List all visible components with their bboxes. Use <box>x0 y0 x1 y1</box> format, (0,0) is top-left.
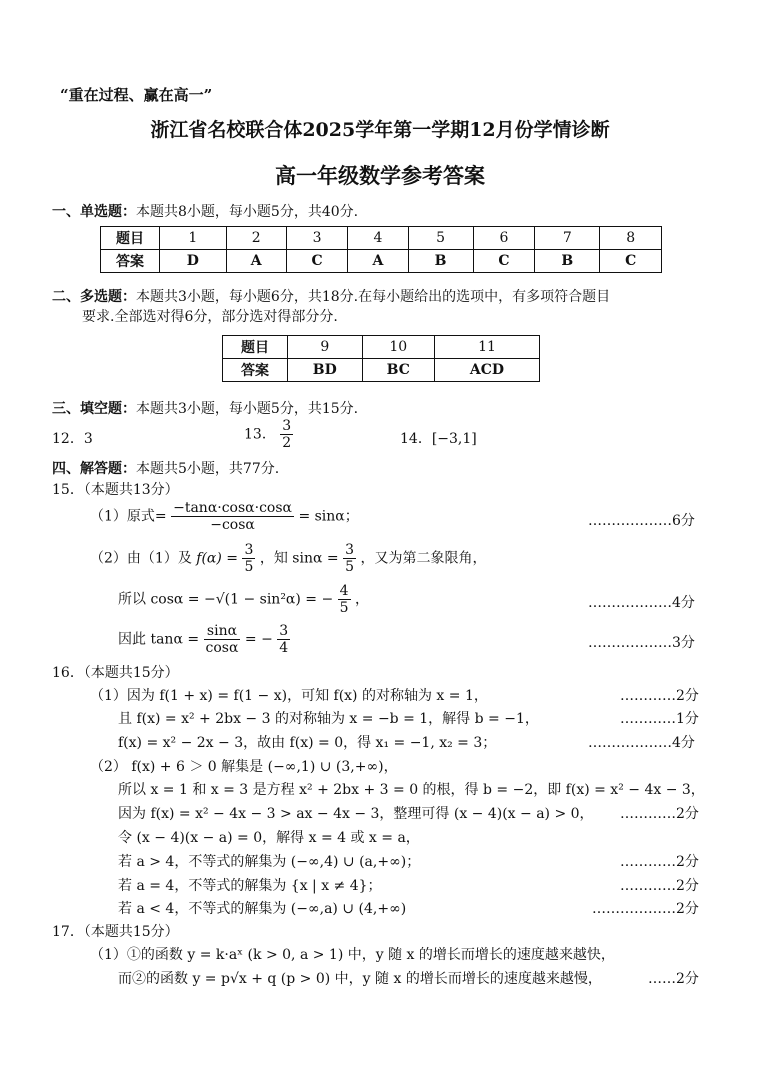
q16-score-2: …………1分 <box>620 711 699 727</box>
table-header-cell: 题目 <box>101 227 160 250</box>
q17-score-2: ……2分 <box>648 971 699 987</box>
q15-score-4: ………………3分 <box>588 635 695 651</box>
q15-heading: 15．（本题共13分） <box>52 482 179 498</box>
answer-q14: 14．[−3,1] <box>400 431 477 447</box>
text: ， <box>355 591 370 608</box>
section-2-desc-cont: 要求.全部选对得6分，部分选对得部分分. <box>82 309 338 325</box>
table-cell: C <box>600 250 662 273</box>
table-row <box>101 227 662 250</box>
q16-score-6: …………2分 <box>620 806 699 822</box>
table-cell: 4 <box>348 227 408 250</box>
numerator: 3 <box>244 542 254 558</box>
fraction <box>277 623 290 656</box>
table-cell: 10 <box>362 336 434 359</box>
q15-part1 <box>90 500 359 533</box>
text: f(α) = <box>196 550 239 567</box>
q16-line: （1）因为 f(1 + x) = f(1 − x)，可知 f(x) 的对称轴为 x = 1， <box>90 688 488 704</box>
numerator: −tanα·cosα·cosα <box>173 500 292 516</box>
table-header-cell: 答案 <box>223 359 288 382</box>
fraction <box>338 583 351 616</box>
table-cell: 7 <box>535 227 600 250</box>
section-3-desc: 本题共3小题，每小题5分，共15分. <box>136 401 359 417</box>
section-1-desc: 本题共8小题，每小题5分，共40分. <box>136 204 359 220</box>
q16-line: 若 a > 4，不等式的解集为 (−∞,4) ∪ (a,+∞)； <box>118 854 421 870</box>
denominator: 5 <box>339 600 349 617</box>
denominator: 5 <box>345 559 354 576</box>
q16-line: 所以 x = 1 和 x = 3 是方程 x² + 2bx + 3 = 0 的根，得 b = −2，即 f(x) = x² − 4x − 3， <box>118 782 705 798</box>
q16-score-8: …………2分 <box>620 854 699 870</box>
denominator: cosα <box>205 640 239 657</box>
q17-line: 而②的函数 y = p√x + q (p > 0) 中，y 随 x 的增长而增长的速度越来越慢， <box>118 971 602 987</box>
q16-score-1: …………2分 <box>620 688 699 704</box>
text: = − <box>244 631 273 648</box>
q16-line: 若 a = 4，不等式的解集为 {x | x ≠ 4}； <box>118 878 382 894</box>
q16-line: f(x) = x² − 2x − 3，故由 f(x) = 0，得 x₁ = −1, x₂ = 3； <box>118 735 497 751</box>
table-cell: 11 <box>435 336 540 359</box>
q16-line: 因为 f(x) = x² − 4x − 3 > ax − 4x − 3，整理可得 (x − 4)(x − a) > 0， <box>118 806 594 822</box>
table-cell: B <box>408 250 473 273</box>
denominator: 2 <box>282 435 292 452</box>
answer-q12: 12．3 <box>52 431 93 447</box>
slogan: “重在过程、赢在高一” <box>60 86 213 104</box>
q16-line: 令 (x − 4)(x − a) = 0，解得 x = 4 或 x = a， <box>118 830 420 846</box>
table-cell: 9 <box>288 336 363 359</box>
table-cell: B <box>535 250 600 273</box>
section-1-label: 一、单选题： <box>52 204 136 220</box>
text: ，又为第二象限角， <box>360 550 487 567</box>
q15-part3 <box>118 583 369 616</box>
text: 所以 cosα = −√(1 − sin²α) = − <box>118 591 334 608</box>
fraction <box>204 623 241 656</box>
table-cell: 2 <box>226 227 286 250</box>
section-3-heading <box>52 398 358 418</box>
q16-score-9: …………2分 <box>620 878 699 894</box>
numerator: 3 <box>279 623 289 639</box>
section-1-heading <box>52 201 358 221</box>
q16-heading: 16．（本题共15分） <box>52 665 179 681</box>
q16-line: 且 f(x) = x² + 2bx − 3 的对称轴为 x = −b = 1，解得 b = −1， <box>118 711 539 727</box>
table-cell: 1 <box>160 227 227 250</box>
table-cell: ACD <box>435 359 540 382</box>
section-4-desc: 本题共5小题，共77分. <box>136 461 280 477</box>
table-header-cell: 答案 <box>101 250 160 273</box>
table-cell: BD <box>288 359 363 382</box>
q16-score-10: ………………2分 <box>592 901 699 917</box>
text: （2）由（1）及 <box>90 550 192 567</box>
q15-part2 <box>90 542 486 575</box>
answer-table-single <box>100 226 662 273</box>
document-subtitle: 高一年级数学参考答案 <box>275 163 485 188</box>
table-row <box>223 336 540 359</box>
section-3-label: 三、填空题： <box>52 401 136 417</box>
numerator: sinα <box>204 623 241 640</box>
answer-q13 <box>244 418 293 451</box>
table-row <box>223 359 540 382</box>
table-cell: D <box>160 250 227 273</box>
section-2-heading <box>52 286 610 306</box>
table-cell: 5 <box>408 227 473 250</box>
table-cell: BC <box>362 359 434 382</box>
table-cell: 8 <box>600 227 662 250</box>
numerator: 3 <box>282 418 292 434</box>
numerator: 3 <box>345 542 354 558</box>
q16-line: 若 a < 4，不等式的解集为 (−∞,a) ∪ (4,+∞) <box>118 901 407 917</box>
section-4-heading <box>52 458 279 478</box>
text: = sinα； <box>298 508 359 525</box>
table-cell: A <box>348 250 408 273</box>
denominator: −cosα <box>210 517 255 534</box>
section-4-label: 四、解答题： <box>52 461 136 477</box>
table-cell: 3 <box>286 227 348 250</box>
denominator: 5 <box>244 559 254 576</box>
section-2-label: 二、多选题： <box>52 289 136 305</box>
denominator: 4 <box>279 640 289 657</box>
answer-table-multi <box>222 335 540 382</box>
q15-part4 <box>118 623 290 656</box>
fraction <box>343 542 356 575</box>
text: ，知 sinα = <box>259 550 339 567</box>
fraction <box>280 418 293 451</box>
table-cell: A <box>226 250 286 273</box>
document-title: 浙江省名校联合体2025学年第一学期12月份学情诊断 <box>150 119 610 141</box>
section-2-desc: 本题共3小题，每小题6分，共18分.在每小题给出的选项中，有多项符合题目 <box>136 289 611 305</box>
text: （1）原式= <box>90 508 167 525</box>
q16-line: （2） f(x) + 6 ＞ 0 解集是 (−∞,1) ∪ (3,+∞)， <box>90 759 398 775</box>
table-cell: C <box>286 250 348 273</box>
table-row <box>101 250 662 273</box>
q13-label: 13． <box>244 426 276 443</box>
table-cell: 6 <box>473 227 535 250</box>
q17-line: （1）①的函数 y = k·aˣ (k > 0, a > 1) 中，y 随 x 的增长而增长的速度越来越快， <box>90 947 615 963</box>
text: 因此 tanα = <box>118 631 200 648</box>
q17-heading: 17．（本题共15分） <box>52 924 179 940</box>
q16-score-3: ………………4分 <box>588 735 695 751</box>
numerator: 4 <box>339 583 349 599</box>
q15-score-1: ………………6分 <box>588 513 695 529</box>
fraction <box>171 500 294 533</box>
q15-score-3: ………………4分 <box>588 595 695 611</box>
table-header-cell: 题目 <box>223 336 288 359</box>
table-cell: C <box>473 250 535 273</box>
fraction <box>242 542 255 575</box>
